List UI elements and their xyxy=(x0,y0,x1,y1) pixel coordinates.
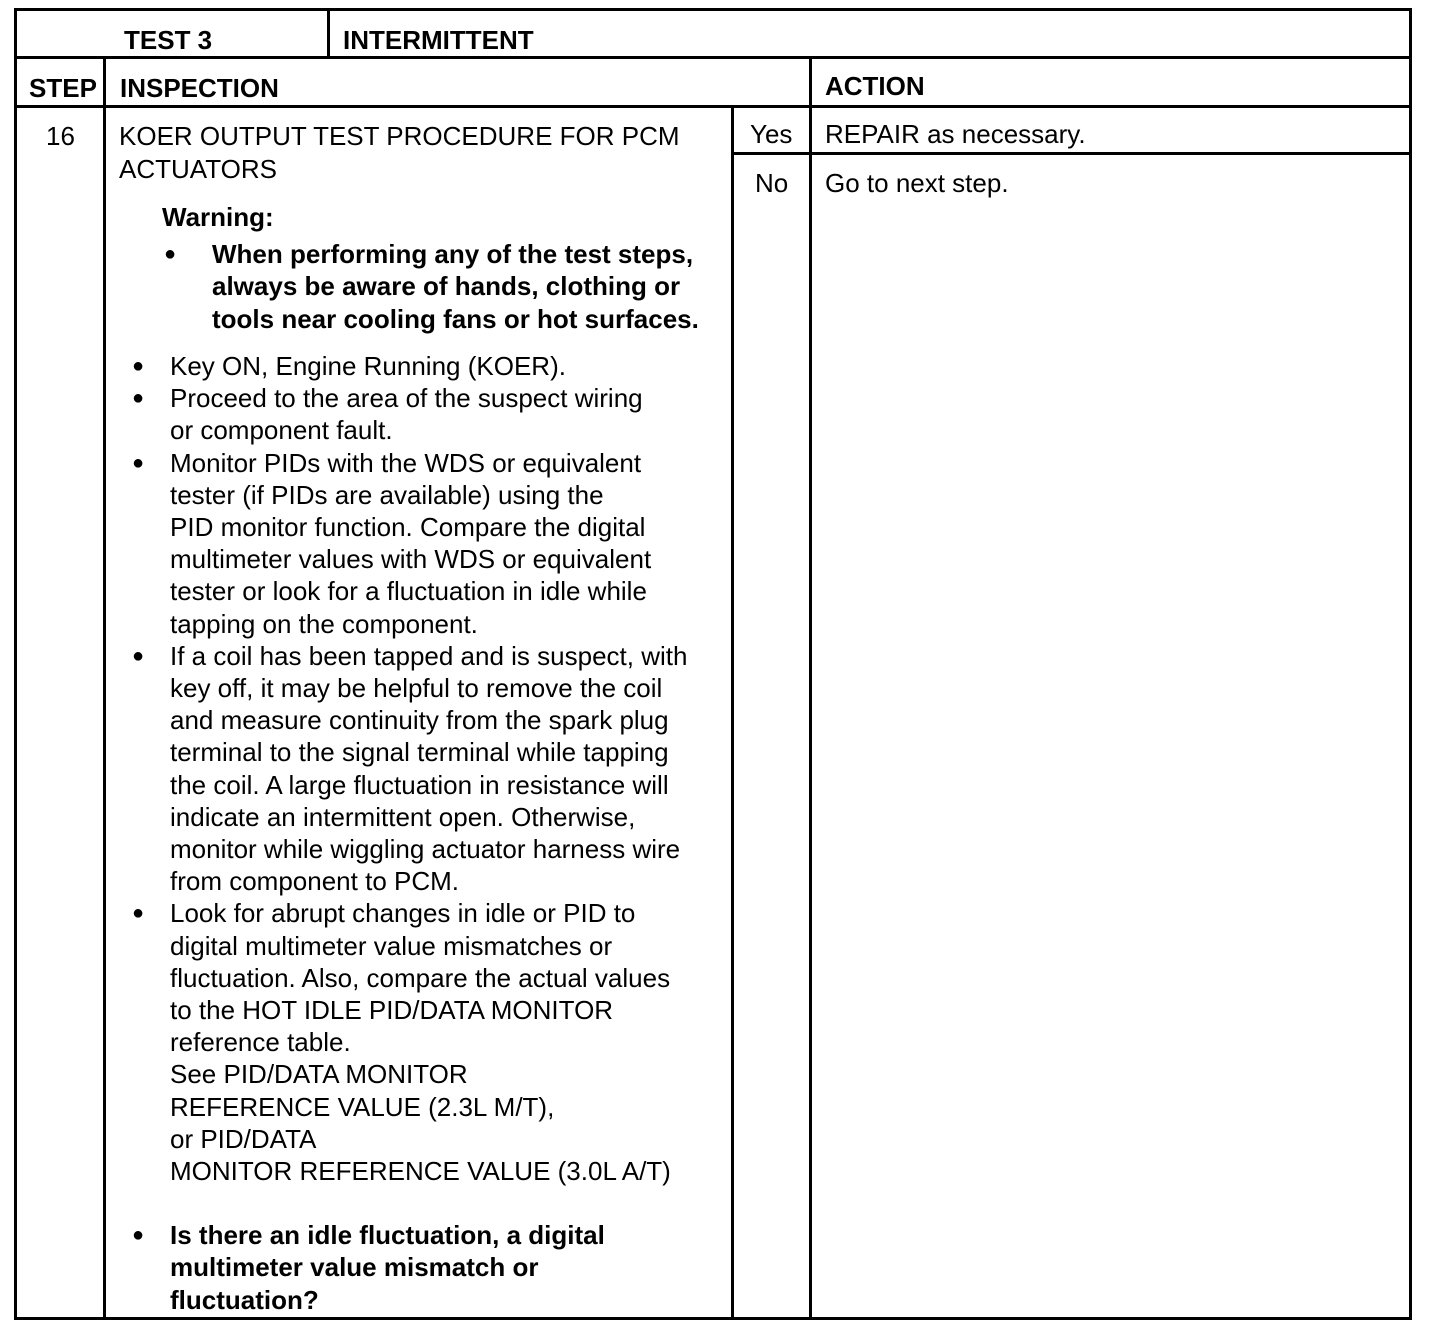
table-top-border xyxy=(14,8,1412,11)
table-bottom-border xyxy=(14,1317,1412,1320)
test-label: TEST 3 xyxy=(124,25,213,55)
answer-yes: Yes xyxy=(750,119,793,149)
procedure-line: Key ON, Engine Running (KOER). xyxy=(170,351,566,381)
procedure-line: tester or look for a fluctuation in idle while xyxy=(170,576,647,607)
step-number: 16 xyxy=(46,121,75,151)
procedure-line: the coil. A large fluctuation in resistance will xyxy=(170,769,669,800)
procedure-item xyxy=(118,350,738,382)
procedure-line: digital multimeter value mismatches or xyxy=(170,930,613,961)
question-line: multimeter value mismatch or xyxy=(170,1252,539,1283)
procedure-line: key off, it may be helpful to remove the coil xyxy=(170,673,663,704)
procedure-line: multimeter values with WDS or equivalent xyxy=(170,544,652,575)
question-line: Is there an idle fluctuation, a digital xyxy=(170,1220,605,1251)
procedure-line: indicate an intermittent open. Otherwise, xyxy=(170,801,636,832)
warning-item xyxy=(160,238,699,335)
procedure-line: Proceed to the area of the suspect wiring xyxy=(170,383,643,414)
procedure-line: MONITOR REFERENCE VALUE (3.0L A/T) xyxy=(170,1156,671,1187)
procedure-line: to the HOT IDLE PID/DATA MONITOR xyxy=(170,995,614,1026)
step-column-divider xyxy=(103,56,106,1320)
answer-no: No xyxy=(755,168,789,198)
inspection-column-header: INSPECTION xyxy=(120,73,279,103)
step-title-line: ACTUATORS xyxy=(119,154,277,184)
procedure-line: or PID/DATA xyxy=(170,1123,317,1154)
bullet-icon: ● xyxy=(132,387,145,410)
warning-heading: Warning: xyxy=(162,202,274,232)
step-title-line: KOER OUTPUT TEST PROCEDURE FOR PCM xyxy=(119,121,680,151)
procedure-item xyxy=(118,640,738,898)
procedure-line: tester (if PIDs are available) using the xyxy=(170,479,604,510)
procedure-line: tapping on the component. xyxy=(170,608,478,639)
procedure-line: If a coil has been tapped and is suspect, with xyxy=(170,640,688,671)
test-label-divider xyxy=(327,8,330,58)
procedure-line: See PID/DATA MONITOR xyxy=(170,1059,468,1090)
procedure-line: REFERENCE VALUE (2.3L M/T), xyxy=(170,1091,555,1122)
question-line: fluctuation? xyxy=(170,1284,319,1315)
warning-line: always be aware of hands, clothing or xyxy=(212,271,681,302)
bullet-icon: ● xyxy=(132,902,145,925)
test-name: INTERMITTENT xyxy=(343,25,534,55)
table-right-border xyxy=(1409,8,1412,1320)
procedure-item xyxy=(118,382,738,446)
procedure-line: PID monitor function. Compare the digital xyxy=(170,512,646,543)
bullet-icon: ● xyxy=(132,1224,145,1247)
question-item xyxy=(118,1219,738,1316)
bullet-icon: ● xyxy=(132,355,145,377)
procedure-line: reference table. xyxy=(170,1027,351,1058)
table-left-border xyxy=(14,8,17,1320)
step-column-header: STEP xyxy=(29,73,97,103)
procedure-line: fluctuation. Also, compare the actual values xyxy=(170,962,671,993)
procedure-line: terminal to the signal terminal while tapping xyxy=(170,737,669,768)
procedure-item xyxy=(118,897,738,1187)
action-column-divider xyxy=(809,56,812,1320)
procedure-line: from component to PCM. xyxy=(170,866,459,897)
diagnostic-table xyxy=(14,8,1412,1320)
bullet-icon: ● xyxy=(132,644,145,667)
procedure-line: Look for abrupt changes in idle or PID to xyxy=(170,898,636,929)
warning-line: When performing any of the test steps, xyxy=(212,239,694,269)
column-header-divider xyxy=(14,105,1412,108)
action-yes: REPAIR as necessary. xyxy=(825,119,1086,149)
warning-list xyxy=(160,238,699,335)
bullet-icon: ● xyxy=(132,451,145,474)
procedure-line: Monitor PIDs with the WDS or equivalent xyxy=(170,447,642,478)
procedure-line: monitor while wiggling actuator harness wire xyxy=(170,834,681,865)
procedure-list xyxy=(118,350,738,1316)
procedure-line: and measure continuity from the spark plug xyxy=(170,705,669,736)
bullet-icon: ● xyxy=(164,243,177,265)
action-no: Go to next step. xyxy=(825,168,1009,198)
answer-divider xyxy=(734,152,1412,155)
procedure-line: or component fault. xyxy=(170,415,393,446)
action-column-header: ACTION xyxy=(825,71,925,101)
warning-line: tools near cooling fans or hot surfaces. xyxy=(212,303,699,334)
header-divider xyxy=(14,56,1412,59)
procedure-item xyxy=(118,447,738,640)
